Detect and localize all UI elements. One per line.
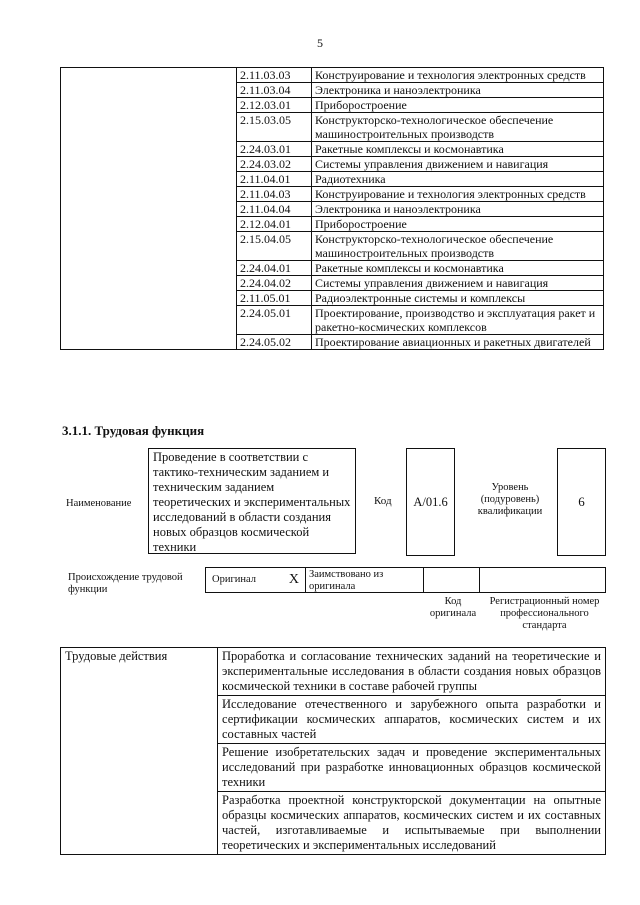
page-number: 5 [317, 36, 323, 50]
original-mark: X [288, 572, 299, 587]
action-item: Проработка и согласование технических заданий на теоретические и экспериментальные исследования в области создания новых образцов космической техники в составе рабочей группы [218, 648, 606, 696]
specialty-code: 2.24.05.02 [237, 335, 312, 350]
specialty-code: 2.11.03.04 [237, 83, 312, 98]
function-code-value: А/01.6 [413, 494, 448, 509]
level-label: Уровень (подуровень) квалификации [477, 482, 543, 517]
specialty-name: Системы управления движением и навигация [312, 276, 604, 291]
specialty-code: 2.24.04.01 [237, 261, 312, 276]
specialty-name: Конструирование и технология электронных средств [312, 68, 604, 83]
action-item: Исследование отечественного и зарубежного опыта разработки и сертификации космических аппаратов, космических систем и их составных частей [218, 696, 606, 744]
specialty-name: Приборостроение [312, 98, 604, 113]
actions-label: Трудовые действия [61, 648, 218, 855]
level-box [557, 448, 606, 556]
specialty-code: 2.11.04.04 [237, 202, 312, 217]
code-original-label: Код оригинала [429, 596, 477, 619]
specialty-name: Электроника и наноэлектроника [312, 202, 604, 217]
specialty-name: Проектирование авиационных и ракетных двигателей [312, 335, 604, 350]
specialty-code: 2.12.03.01 [237, 98, 312, 113]
origin-row [205, 567, 606, 593]
specialty-name: Конструкторско-технологическое обеспечение машиностроительных производств [312, 113, 604, 142]
borrowed-cell [306, 568, 424, 592]
action-item: Разработка проектной конструкторской документации на опытные образцы космических аппаратов, космических систем и их составных частей, изготавливаемые и испытываемые при выполнении теоретических и экспериментальных исследований [218, 792, 606, 855]
action-row [61, 648, 606, 696]
specialty-name: Конструирование и технология электронных средств [312, 187, 604, 202]
specialty-code: 2.15.03.05 [237, 113, 312, 142]
section-title: 3.1.1. Трудовая функция [62, 423, 205, 438]
name-label: Наименование [66, 498, 132, 509]
specialty-code: 2.12.04.01 [237, 217, 312, 232]
specialties-table [60, 67, 604, 350]
reg-number-cell [480, 568, 605, 592]
specialty-name: Радиотехника [312, 172, 604, 187]
original-label: Оригинал [212, 574, 256, 585]
specialty-code: 2.11.03.03 [237, 68, 312, 83]
level-value: 6 [578, 494, 585, 509]
specialty-name: Ракетные комплексы и космонавтика [312, 261, 604, 276]
function-code-box [406, 448, 455, 556]
specialty-code: 2.11.04.01 [237, 172, 312, 187]
action-item: Решение изобретательских задач и проведение экспериментальных исследований при разработке инновационных образцов космической техники [218, 744, 606, 792]
function-name-box [148, 448, 356, 554]
function-name-value: Проведение в соответствии с тактико-техническим заданием и техническим заданием теоретических и экспериментальных исследований в области создания новых образцов космической техники [153, 450, 351, 554]
specialty-name: Конструкторско-технологическое обеспечение машиностроительных производств [312, 232, 604, 261]
reg-number-label: Регистрационный номер профессионального стандарта [489, 596, 600, 631]
specialty-code: 2.11.05.01 [237, 291, 312, 306]
code-original-cell [424, 568, 480, 592]
specialty-code: 2.11.04.03 [237, 187, 312, 202]
specialty-name: Радиоэлектронные системы и комплексы [312, 291, 604, 306]
original-cell [206, 568, 306, 592]
specialty-name: Электроника и наноэлектроника [312, 83, 604, 98]
specialty-code: 2.15.04.05 [237, 232, 312, 261]
specialty-code: 2.24.03.02 [237, 157, 312, 172]
blank-cell [61, 68, 237, 350]
specialty-name: Ракетные комплексы и космонавтика [312, 142, 604, 157]
specialty-code: 2.24.03.01 [237, 142, 312, 157]
specialty-code: 2.24.04.02 [237, 276, 312, 291]
specialty-name: Приборостроение [312, 217, 604, 232]
origin-label: Происхождение трудовой функции [68, 572, 183, 595]
specialty-code: 2.24.05.01 [237, 306, 312, 335]
code-label: Код [374, 495, 392, 507]
borrowed-label: Заимствовано из оригинала [309, 569, 384, 592]
labor-actions-table [60, 647, 606, 855]
specialty-row [61, 68, 604, 83]
specialty-name: Системы управления движением и навигация [312, 157, 604, 172]
specialty-name: Проектирование, производство и эксплуатация ракет и ракетно-космических комплексов [312, 306, 604, 335]
